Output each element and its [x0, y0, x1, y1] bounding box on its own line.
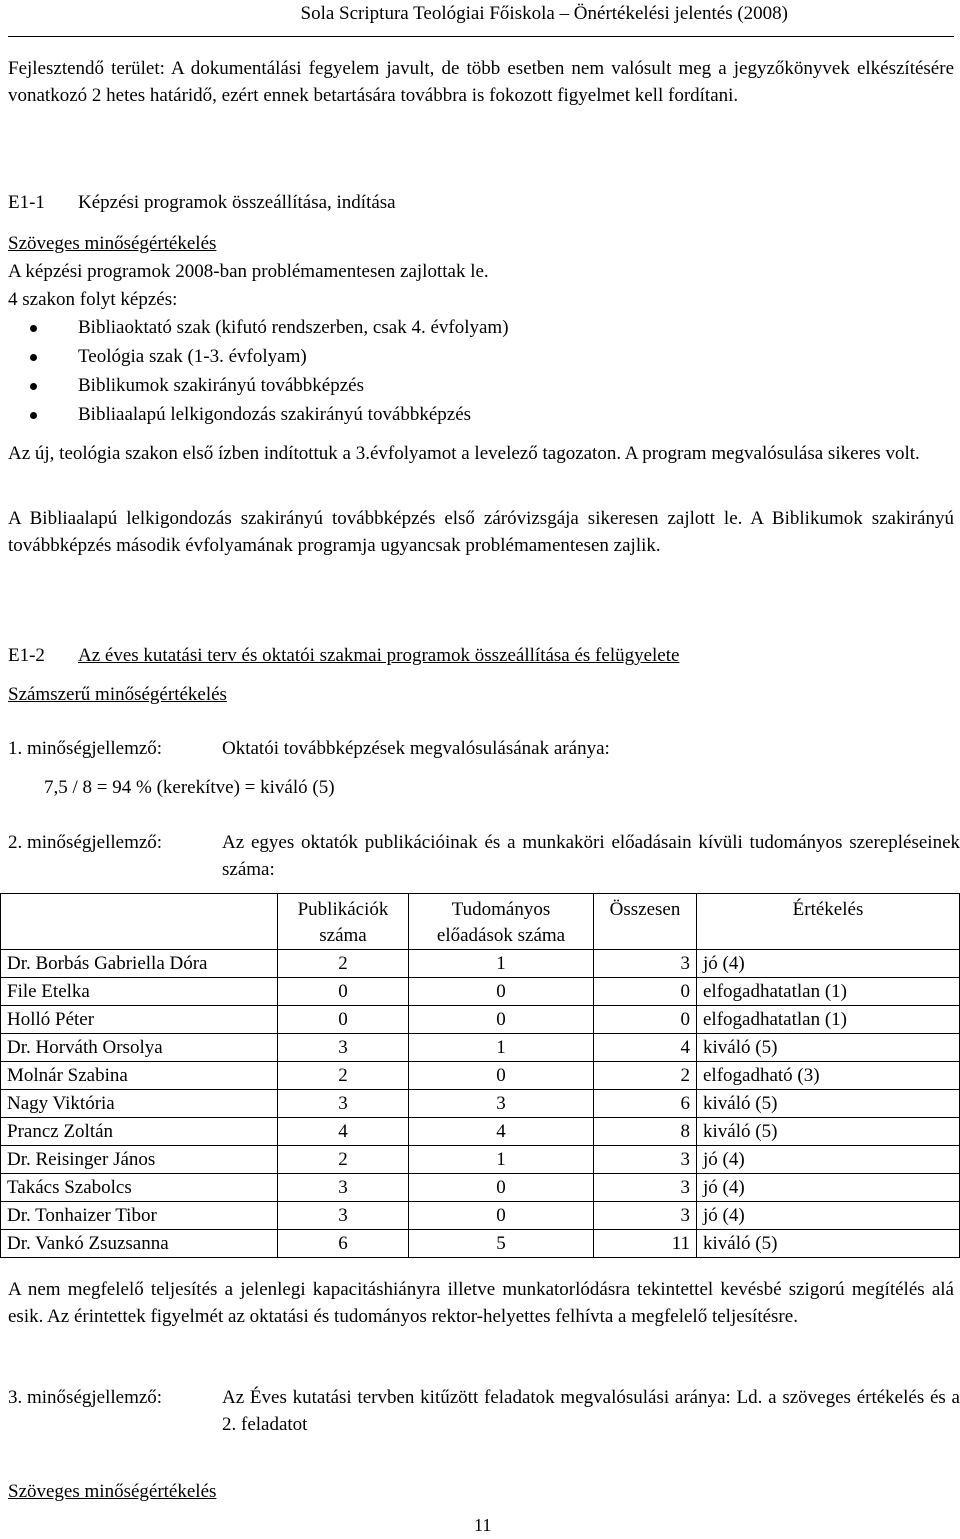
count-cell: 0	[594, 978, 697, 1006]
count-cell: 3	[594, 1202, 697, 1230]
after-table-paragraph: A nem megfelelő teljesítés a jelenlegi kapacitáshiányra illetve munkatorlódásra tekintettel kevésbé szigorú megítélés alá esik. Az érintettek figyelmét az oktatási és tudományos rektor-helyettes felhívta a megfelelő teljesítésre.	[8, 1279, 954, 1327]
table-header-cell	[1, 894, 278, 924]
count-cell: 0	[409, 1202, 594, 1230]
rating-cell: kiváló (5)	[697, 1090, 960, 1118]
page-header: Sola Scriptura Teológiai Főiskola – Önértékelési jelentés (2008)	[300, 3, 788, 24]
rating-cell: kiváló (5)	[697, 1034, 960, 1062]
lecturer-name-cell: Takács Szabolcs	[1, 1174, 278, 1202]
rating-cell: jó (4)	[697, 1202, 960, 1230]
count-cell: 3	[278, 1174, 409, 1202]
lecturer-name-cell: Dr. Reisinger János	[1, 1146, 278, 1174]
section-e1-1-heading	[8, 189, 954, 216]
count-cell: 8	[594, 1118, 697, 1146]
count-cell: 3	[594, 1146, 697, 1174]
count-cell: 11	[594, 1230, 697, 1258]
table-header-cell	[1, 923, 278, 950]
table-row	[1, 1034, 960, 1062]
count-cell: 2	[278, 950, 409, 978]
indicator-label: 1. minőségjellemző:	[8, 738, 163, 759]
table-header-cell: Tudományos	[409, 894, 594, 924]
table-row	[1, 1202, 960, 1230]
quality-indicator-3	[8, 1384, 960, 1435]
e1-2-subheading	[8, 681, 954, 708]
section-e1-2-heading	[8, 642, 954, 669]
table-header-row	[1, 923, 960, 950]
table-header-cell: előadások száma	[409, 923, 594, 950]
lecturer-name-cell: Dr. Tonhaizer Tibor	[1, 1202, 278, 1230]
count-cell: 0	[278, 978, 409, 1006]
table-header-cell: Publikációk	[278, 894, 409, 924]
table-row	[1, 1174, 960, 1202]
quality-indicator-2	[8, 829, 960, 880]
table-header-cell: száma	[278, 923, 409, 950]
count-cell: 3	[278, 1202, 409, 1230]
rating-cell: kiváló (5)	[697, 1230, 960, 1258]
lecturer-name-cell: Nagy Viktória	[1, 1090, 278, 1118]
development-paragraph: Fejlesztendő terület: A dokumentálási fegyelem javult, de több esetben nem valósult meg a jegyzőkönyvek elkészítésére vonatkozó 2 hetes határidő, ezért ennek betartására továbbra is fokozott figyelmet kell fordítani.	[8, 58, 954, 106]
table-header-cell: Értékelés	[697, 894, 960, 924]
header-rule	[8, 36, 954, 37]
table-row	[1, 950, 960, 978]
table-row	[1, 1146, 960, 1174]
count-cell: 2	[594, 1062, 697, 1090]
indicator-1-result: 7,5 / 8 = 94 % (kerekítve) = kiváló (5)	[44, 777, 335, 798]
indicator-label: 3. minőségjellemző:	[8, 1387, 163, 1408]
rating-cell: elfogadható (3)	[697, 1062, 960, 1090]
table-row	[1, 1062, 960, 1090]
page-number: 11	[474, 1515, 492, 1535]
count-cell: 6	[278, 1230, 409, 1258]
count-cell: 3	[594, 950, 697, 978]
subheading-text: Szöveges minőségértékelés	[8, 233, 217, 254]
count-cell: 4	[278, 1118, 409, 1146]
table-row	[1, 1230, 960, 1258]
e1-1-paragraph-1: Az új, teológia szakon első ízben indítottuk a 3.évfolyamot a levelező tagozaton. A program megvalósulása sikeres volt.	[8, 443, 920, 464]
table-header-cell	[697, 923, 960, 950]
section-title: Képzési programok összeállítása, indítása	[78, 192, 396, 213]
e1-2-subheading-2	[8, 1478, 954, 1505]
count-cell: 5	[409, 1230, 594, 1258]
lecturer-name-cell: Molnár Szabina	[1, 1062, 278, 1090]
count-cell: 3	[594, 1174, 697, 1202]
lecturer-name-cell: Holló Péter	[1, 1006, 278, 1034]
lecturer-name-cell: Dr. Horváth Orsolya	[1, 1034, 278, 1062]
count-cell: 0	[409, 1006, 594, 1034]
rating-cell: jó (4)	[697, 950, 960, 978]
program-list	[30, 313, 509, 429]
count-cell: 1	[409, 1034, 594, 1062]
table-row	[1, 1118, 960, 1146]
rating-cell: elfogadhatatlan (1)	[697, 1006, 960, 1034]
indicator-text: Oktatói továbbképzések megvalósulásának aránya:	[222, 738, 610, 759]
table-header-cell	[594, 923, 697, 950]
indicator-text: Az egyes oktatók publikációinak és a munkaköri előadásain kívüli tudományos szerepléseinek száma:	[222, 832, 960, 880]
e1-1-paragraph-2: A Bibliaalapú lelkigondozás szakirányú továbbképzés első záróvizsgája sikeresen zajlott le. A Biblikumok szakirányú továbbképzés második évfolyamának programja ugyancsak problémamentesen zajlik.	[8, 508, 954, 556]
lecturer-name-cell: Dr. Vankó Zsuzsanna	[1, 1230, 278, 1258]
e1-1-line2: 4 szakon folyt képzés:	[8, 289, 178, 310]
rating-cell: jó (4)	[697, 1146, 960, 1174]
list-item: Biblikumok szakirányú továbbképzés	[30, 371, 509, 400]
publications-table	[0, 893, 960, 1258]
count-cell: 2	[278, 1062, 409, 1090]
lecturer-name-cell: Prancz Zoltán	[1, 1118, 278, 1146]
count-cell: 0	[409, 1174, 594, 1202]
quality-indicator-1	[8, 735, 960, 762]
count-cell: 0	[409, 978, 594, 1006]
count-cell: 0	[409, 1062, 594, 1090]
e1-1-subheading	[8, 230, 954, 257]
section-number: E1-1	[8, 192, 45, 213]
rating-cell: kiváló (5)	[697, 1118, 960, 1146]
count-cell: 3	[278, 1090, 409, 1118]
count-cell: 0	[594, 1006, 697, 1034]
count-cell: 6	[594, 1090, 697, 1118]
e1-1-line1: A képzési programok 2008-ban problémamentesen zajlottak le.	[8, 261, 489, 282]
list-item: Bibliaalapú lelkigondozás szakirányú továbbképzés	[30, 400, 509, 429]
count-cell: 4	[409, 1118, 594, 1146]
list-item: Bibliaoktató szak (kifutó rendszerben, csak 4. évfolyam)	[30, 313, 509, 342]
section-title: Az éves kutatási terv és oktatói szakmai programok összeállítása és felügyelete	[78, 645, 680, 666]
count-cell: 1	[409, 950, 594, 978]
table-row	[1, 1006, 960, 1034]
count-cell: 3	[409, 1090, 594, 1118]
count-cell: 3	[278, 1034, 409, 1062]
indicator-text: Az Éves kutatási tervben kitűzött feladatok megvalósulási aránya: Ld. a szöveges értékelés és a 2. feladatot	[222, 1387, 960, 1435]
table-row	[1, 1090, 960, 1118]
rating-cell: jó (4)	[697, 1174, 960, 1202]
table-row	[1, 978, 960, 1006]
list-item: Teológia szak (1-3. évfolyam)	[30, 342, 509, 371]
subheading-text: Számszerű minőségértékelés	[8, 684, 227, 705]
count-cell: 0	[278, 1006, 409, 1034]
table-header-row	[1, 894, 960, 924]
rating-cell: elfogadhatatlan (1)	[697, 978, 960, 1006]
section-number: E1-2	[8, 645, 45, 666]
indicator-label: 2. minőségjellemző:	[8, 832, 163, 853]
lecturer-name-cell: Dr. Borbás Gabriella Dóra	[1, 950, 278, 978]
lecturer-name-cell: File Etelka	[1, 978, 278, 1006]
count-cell: 2	[278, 1146, 409, 1174]
count-cell: 1	[409, 1146, 594, 1174]
table-header-cell: Összesen	[594, 894, 697, 924]
subheading-text: Szöveges minőségértékelés	[8, 1481, 217, 1502]
count-cell: 4	[594, 1034, 697, 1062]
